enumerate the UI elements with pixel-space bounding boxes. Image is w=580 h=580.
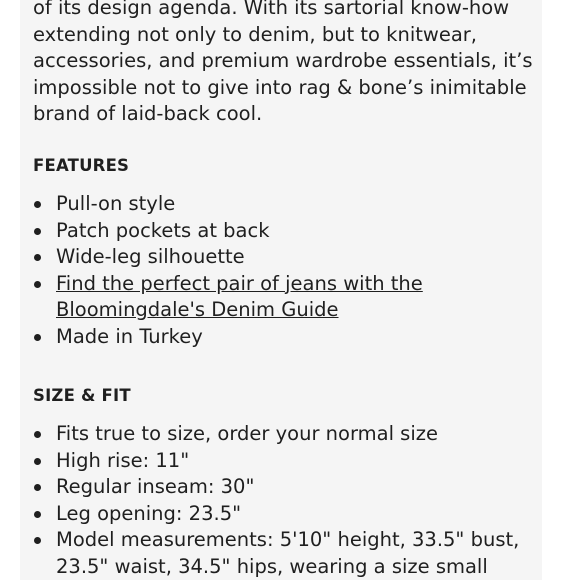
list-item <box>33 244 538 271</box>
size-fit-list <box>33 421 538 580</box>
size-fit-text: High rise: 11" <box>56 448 190 472</box>
features-list <box>33 191 538 350</box>
feature-text: Patch pockets at back <box>56 218 270 242</box>
bullet-icon <box>34 458 41 465</box>
list-item <box>33 474 538 501</box>
list-item <box>33 421 538 448</box>
feature-text: Made in Turkey <box>56 324 203 348</box>
bullet-icon <box>34 484 41 491</box>
bullet-icon <box>34 334 41 341</box>
link-text-line: Find the perfect pair of jeans with the <box>56 271 423 295</box>
description-line: brand of laid-back cool. <box>33 102 263 125</box>
bullet-icon <box>34 537 41 544</box>
feature-text: Pull-on style <box>56 192 176 215</box>
bullet-icon <box>34 228 41 235</box>
model-measurements-line: 23.5" waist, 34.5" hips, wearing a size small <box>56 554 488 578</box>
bullet-icon <box>34 431 41 438</box>
bullet-icon <box>34 281 41 288</box>
size-fit-heading: SIZE & FIT <box>33 386 131 405</box>
list-item <box>33 448 538 475</box>
description-line: of its design agenda. With its sartorial know-how <box>33 0 510 19</box>
product-description <box>33 0 538 128</box>
list-item <box>33 501 538 528</box>
size-fit-text: Leg opening: 23.5" <box>56 501 242 525</box>
bullet-icon <box>34 511 41 518</box>
size-fit-text: Regular inseam: 30" <box>56 475 255 498</box>
description-line: extending not only to denim, but to knitwear, <box>33 22 478 46</box>
list-item <box>33 271 538 324</box>
list-item <box>33 324 538 351</box>
feature-text: Wide-leg silhouette <box>56 245 245 268</box>
denim-guide-link[interactable] <box>56 271 538 324</box>
bullet-icon <box>34 254 41 261</box>
description-line: impossible not to give into rag & bone’s inimitable <box>33 75 527 99</box>
description-line: accessories, and premium wardrobe essentials, it’s <box>33 49 533 72</box>
model-measurements-line: Model measurements: 5'10" height, 33.5" bust, <box>56 528 520 551</box>
link-text-line: Bloomingdale's Denim Guide <box>56 298 339 321</box>
bullet-icon <box>34 201 41 208</box>
list-item <box>33 527 538 580</box>
size-fit-text: Fits true to size, order your normal size <box>56 422 438 445</box>
list-item <box>33 191 538 218</box>
list-item <box>33 218 538 245</box>
features-heading: FEATURES <box>33 156 130 175</box>
